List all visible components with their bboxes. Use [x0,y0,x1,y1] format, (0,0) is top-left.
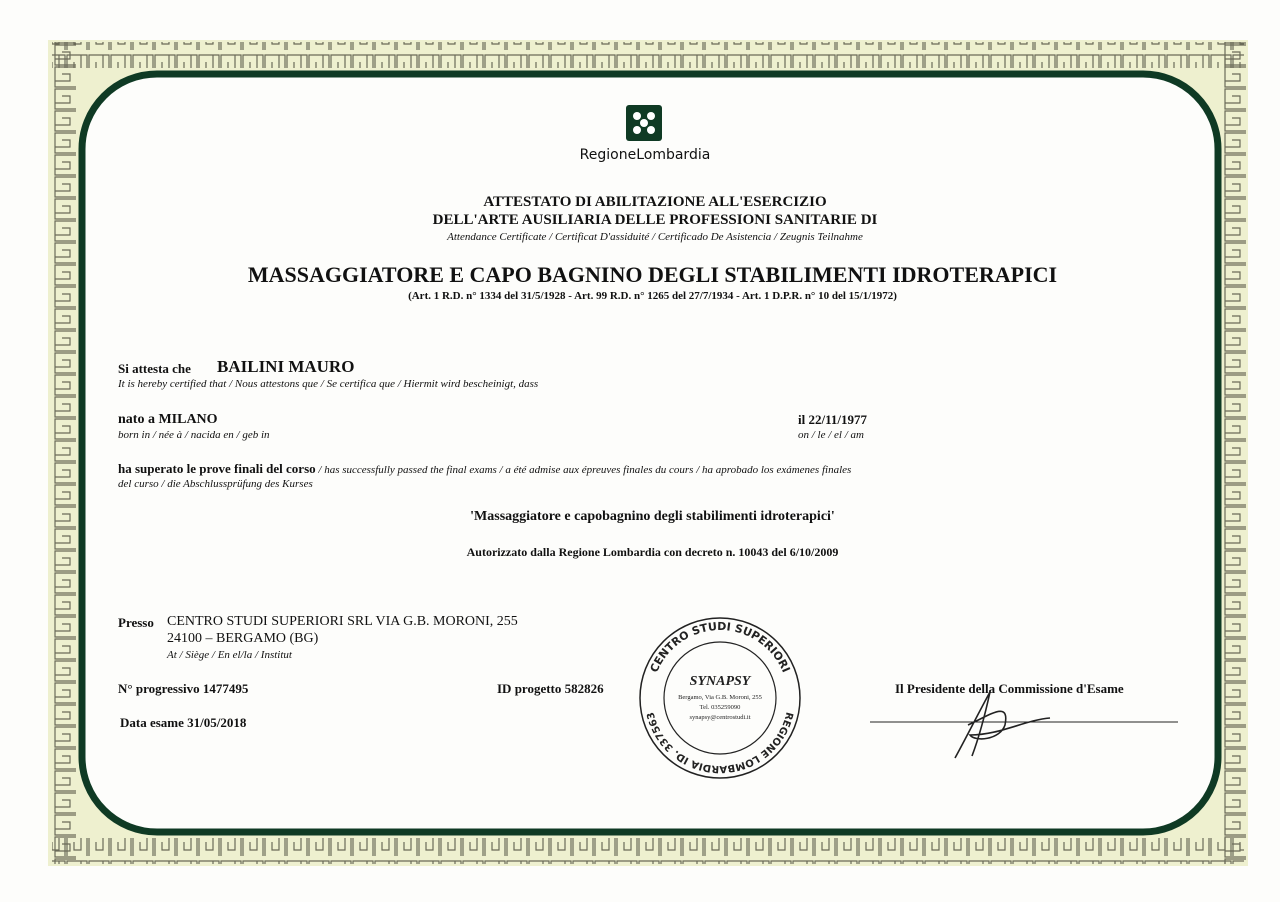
svg-text:CENTRO STUDI SUPERIORI [648,620,793,674]
legal-references: (Art. 1 R.D. n° 1334 del 31/5/1928 - Art. 99 R.D. n° 1265 del 27/7/1934 - Art. 1 D.P.R. n° 10 del 15/1/1972) [408,290,897,302]
heading-line1: ATTESTATO DI ABILITAZIONE ALL'ESERCIZIO [483,194,827,210]
holder-label-translation: It is hereby certified that / Nous attestons que / Se certifica que / Hiermit wird bescheinigt, dass [118,378,539,390]
course-passed: ha superato le prove finali del corso [118,461,316,476]
birthplace: nato a MILANO [118,412,218,427]
stamp-address: Bergamo, Via G.B. Moroni, 255 [678,694,762,701]
institute-line2: 24100 – BERGAMO (BG) [167,631,319,646]
heading-translation: Attendance Certificate / Certificat D'assiduité / Certificado De Asistencia / Zeugnis Teilnahme [447,231,863,243]
institute-line1: CENTRO STUDI SUPERIORI SRL VIA G.B. MORONI, 255 [167,614,518,629]
id-progetto: ID progetto 582826 [497,681,604,696]
signature [860,680,1190,770]
course-name: 'Massaggiatore e capobagnino degli stabilimenti idroterapici' [470,509,835,524]
certificate-title: MASSAGGIATORE E CAPO BAGNINO DEGLI STABILIMENTI IDROTERAPICI [247,262,1058,287]
course-passed-translation: / has successfully passed the final exams / a été admise aux épreuves finales du cours / ha aprobado los exámenes finales [315,464,852,476]
birthplace-translation: born in / née à / nacida en / geb in [118,429,270,441]
stamp-name: SYNAPSY [689,674,751,689]
stamp-tel: Tel. 035259090 [699,704,741,711]
course-passed-translation-2: del curso / die Abschlussprüfung des Kurses [118,478,313,490]
heading-line2: DELL'ARTE AUSILIARIA DELLE PROFESSIONI SANITARIE DI [432,212,878,228]
stamp-ring-top: CENTRO STUDI SUPERIORI [647,619,793,675]
president-label: Il Presidente della Commissione d'Esame [895,681,1124,696]
birthdate: il 22/11/1977 [798,412,867,427]
institute-label: Presso [118,615,154,630]
course-authorization: Autorizzato dalla Regione Lombardia con decreto n. 10043 del 6/10/2009 [466,545,839,559]
logo-name: RegioneLombardia [579,147,711,163]
holder-name: BAILINI MAURO [217,357,355,376]
stamp-email: synapsy@centrostudi.it [689,714,751,721]
progressivo-number: N° progressivo 1477495 [118,681,249,696]
holder-label: Si attesta che [118,361,191,376]
official-stamp [635,613,805,783]
lombardy-rose-icon [626,105,662,141]
exam-date: Data esame 31/05/2018 [120,715,247,730]
institute-translation: At / Siège / En el/la / Institut [167,649,292,661]
stamp-ring-bottom: REGIONE LOMBARDIA ID. 337563 [645,710,795,775]
birthdate-translation: on / le / el / am [798,429,864,441]
